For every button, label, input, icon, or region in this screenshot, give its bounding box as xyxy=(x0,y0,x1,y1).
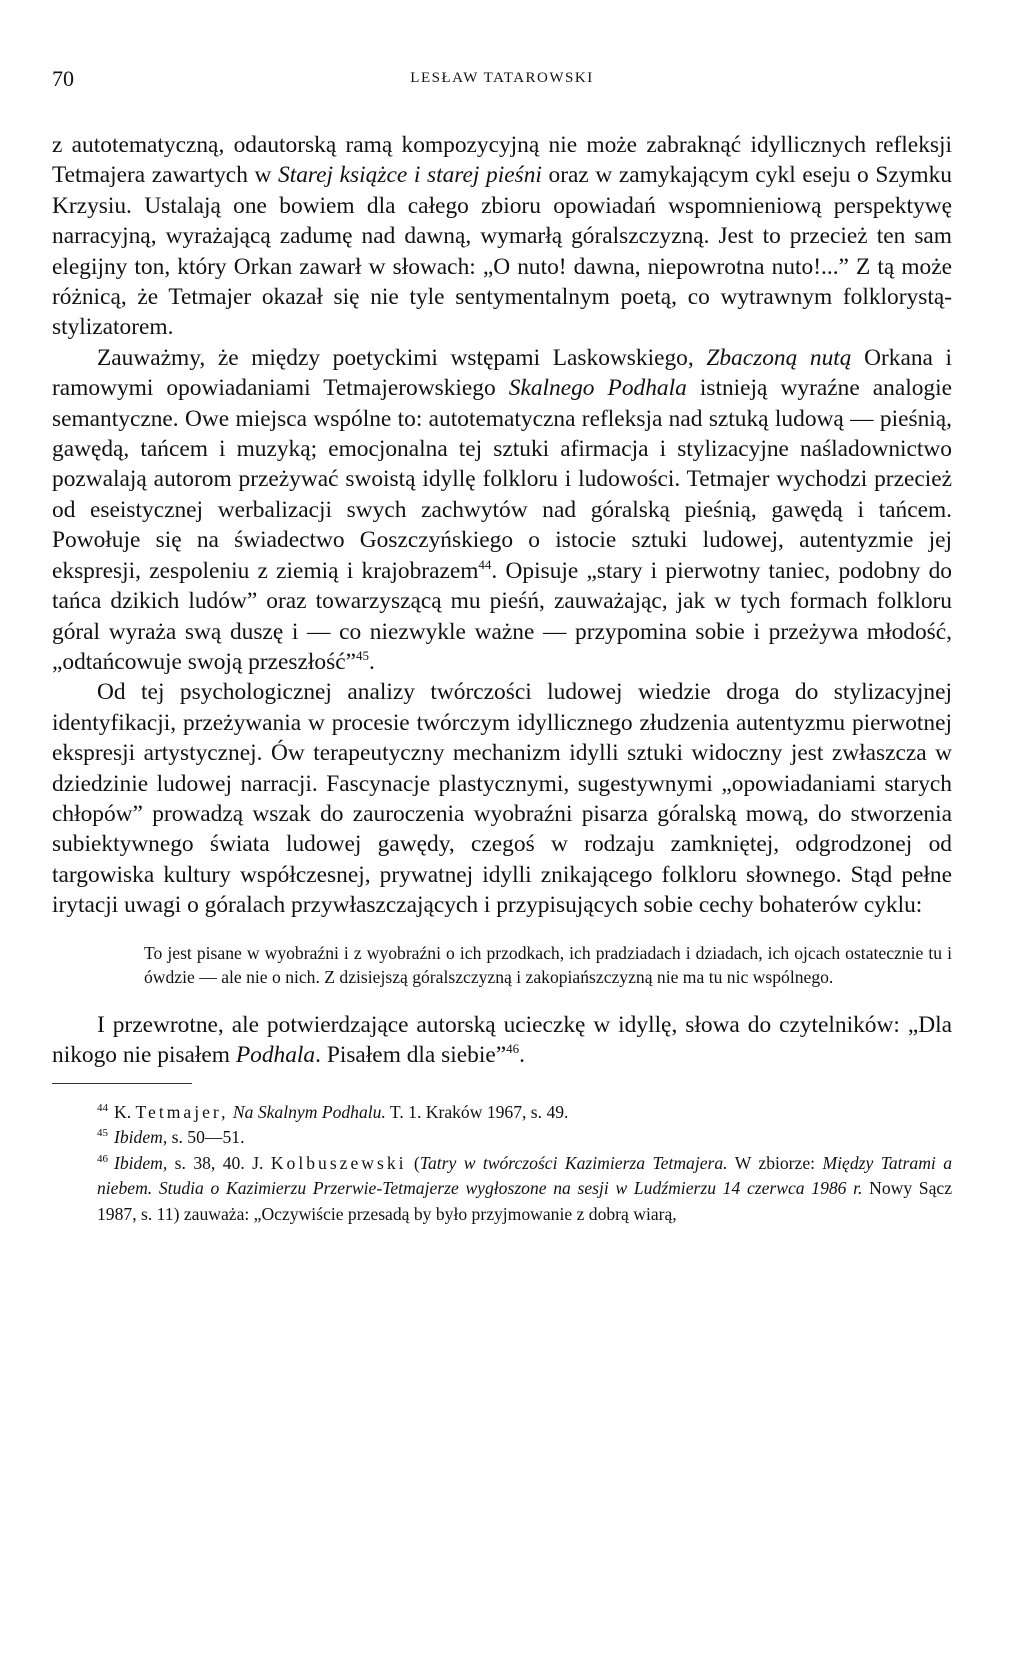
italic-title: Ibidem, xyxy=(114,1127,168,1148)
text-run: . Opisuje „stary i pierwotny taniec, podobny do tańca dzikich ludów” oraz towarzyszącą mu pieśń, zauważając, jak w tych formach folkloru góral wyraża swą duszę i — co niezwykle ważne — przypomina sobie i przeżywa młodość, „odtańcowuje swoją przeszłość” xyxy=(52,557,952,675)
footnote-number: 44 xyxy=(97,1101,108,1114)
text-run: K. xyxy=(114,1101,136,1122)
page-number: 70 xyxy=(52,66,74,91)
text-run: Nowy Sącz 1987, s. 11) zauważa: „Oczywiście przesadą by było przyjmowanie z dobrą wiarą, xyxy=(97,1178,953,1224)
text-run: Zauważmy, że między poetyckimi wstępami Laskowskiego, xyxy=(97,344,707,371)
italic-title: Tatry w twórczości Kazimierza Tetmajera. xyxy=(419,1152,728,1173)
running-head: LESŁAW TATAROWSKI xyxy=(410,70,594,86)
text-run: s. 38, 40. J. xyxy=(167,1152,271,1173)
italic-title: Zbaczoną nutą xyxy=(706,344,852,371)
footnote-divider xyxy=(52,1083,192,1084)
footnote-number: 46 xyxy=(97,1152,108,1165)
author-name: Kolbuszewski xyxy=(270,1152,407,1173)
paragraph-3: Od tej psychologicznej analizy twórczości ludowej wiedzie droga do stylizacyjnej identyfikacji, przeżywania w procesie twórczym idyllicznego złudzenia autentyzmu pierwotnej ekspresji artystycznej. Ów terapeutyczny mechanizm idylli sztuki widoczny jest zwłaszcza w dziedzinie ludowej narracji. Fascynacje plastycznymi, sugestywnymi „opowiadaniami starych chłopów” prowadzą wszak do zauroczenia wyobraźni pisarza góralską mową, do stworzenia subiektywnego świata ludowej gawędy, czegoś w rodzaju zamkniętej, odgrodzonej od targowiska kultury współczesnej, prywatnej idylli znikającego folkloru słownego. Stąd pełne irytacji uwagi o góralach przywłaszczających i przypisujących sobie cechy bohaterów cyklu: xyxy=(52,679,952,919)
footnote-ref-46[interactable]: 46 xyxy=(506,1041,520,1057)
paragraph-4 xyxy=(52,1010,952,1071)
body-text xyxy=(52,130,952,1228)
text-run: s. 50—51. xyxy=(167,1127,245,1148)
text-run: . xyxy=(519,1042,525,1069)
italic-title: Podhala xyxy=(235,1042,316,1069)
text-run: ( xyxy=(406,1152,420,1173)
text-run: . Pisałem dla siebie” xyxy=(315,1042,507,1069)
footnote-44 xyxy=(52,1100,952,1126)
text-run: W zbiorze: xyxy=(727,1152,823,1173)
text-run: z autotematyczną, odautorską ramą kompozycyjną nie może zabraknąć idyllicznych refleksji Tetmajera zawartych w xyxy=(52,132,952,189)
italic-title: Między Tatrami a niebem. Studia o Kazimierzu Przerwie-Tetmajerze wygłoszone na sesji w Ludźmierzu 14 czerwca 1986 r. xyxy=(97,1152,952,1199)
quote-text: To jest pisane w wyobraźni i z wyobraźni o ich przodkach, ich pradziadach i dziadach, ich ojcach ostatecznie tu i ówdzie — ale nie o nich. Z dzisiejszą góralszczyzną i zakopiańszczyzną nie ma tu nic wspólnego. xyxy=(144,942,952,988)
paragraph-1 xyxy=(52,130,952,343)
text-run: istnieją wyraźne analogie semantyczne. Owe miejsca wspólne to: autotematyczna refleksja nad sztuką ludową — pieśnią, gawędą, tańcem i muzyką; emocjonalna tej sztuki afirmacja i stylizacyjne naśladownictwo pozwalają autorom przeżywać swoistą idyllę folkloru i ludowości. Tetmajer wychodzi przecież od eseistycznej werbalizacji swych zachwytów nad góralską pieśnią, gawędą i tańcem. Powołuje się na świadectwo Goszczyńskiego o istocie sztuki ludowej, autentyzmie jej ekspresji, zespoleniu z ziemią i krajobrazem xyxy=(52,375,952,584)
italic-title: Na Skalnym Podhalu. xyxy=(232,1101,386,1122)
block-quote xyxy=(52,941,952,990)
footnote-46 xyxy=(52,1151,952,1228)
text-run: . xyxy=(368,648,375,675)
footnote-ref-44[interactable]: 44 xyxy=(478,556,492,572)
italic-title: Skalnego Podhala xyxy=(508,375,687,402)
footnote-ref-45[interactable]: 45 xyxy=(355,648,369,664)
text-run: oraz w zamykającym cykl eseju o Szymku Krzysiu. Ustalają one bowiem dla całego zbioru opowiadań wspomnieniową perspektywę narracyjną, wyrażającą zadumę nad dawną, wymarłą góralszczyzną. Jest to przecież ten sam elegijny ton, który Orkan zawarł w słowach: „O nuto! dawna, niepowrotna nuto!...” Z tą może różnicą, że Tetmajer okazał się nie tyle sentymentalnym poetą, co wytrawnym folklorystą-stylizatorem. xyxy=(52,162,952,341)
italic-title: Ibidem, xyxy=(114,1152,168,1173)
author-name: Tetmajer, xyxy=(135,1101,229,1122)
italic-title: Starej książce i starej pieśni xyxy=(278,162,542,189)
footnote-45 xyxy=(52,1125,952,1151)
page-header xyxy=(52,66,952,96)
text-run: I przewrotne, ale potwierdzające autorską ucieczkę w idyllę, słowa do czytelników: „Dla nikogo nie pisałem xyxy=(52,1011,952,1069)
text-run: T. 1. Kraków 1967, s. 49. xyxy=(385,1101,569,1122)
footnotes xyxy=(52,1100,952,1228)
text-run: Orkana i ramowymi opowiadaniami Tetmajerowskiego xyxy=(52,344,953,402)
footnote-number: 45 xyxy=(97,1127,108,1140)
paragraph-2 xyxy=(52,343,952,677)
